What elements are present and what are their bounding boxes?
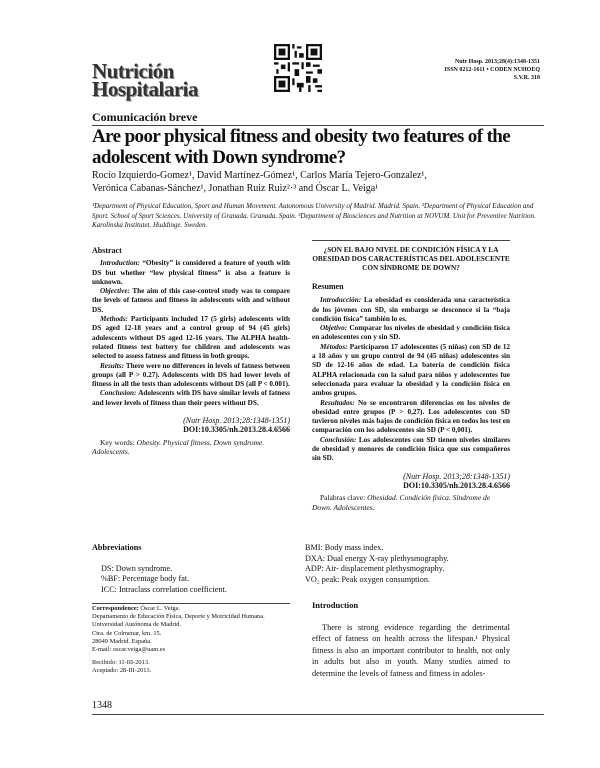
logo-line-2: Hospitalaria [92, 77, 199, 101]
abstract-results: Results: There were no differences in levels of fatness between groups (all P > 0.27). Adolescents with DS had lower levels of fitness in all the tests than adolescents without DS (all P < 0.001). [92, 361, 290, 389]
correspondence-line: Universidad Autónoma de Madrid. [92, 621, 182, 629]
resumen-methods: Métodos: Participaron 17 adolescentes (5 niñas) con SD de 12 a 18 años y un grupo control de 94 (45 niñas) adolescentes sin SD de 12-16 años de edad. La batería de condición física ALPHA relacionada con la salud para niños y adolescentes fue seleccionada para evaluar la obesidad y la condición física en ambos grupos. [312, 342, 511, 398]
authors [92, 170, 522, 195]
abstract-methods: Methods: Participants included 17 (5 girls) adolescents with DS aged 12-18 years and a control group of 94 (45 girls) adolescents without DS aged 12-16 years. The ALPHA health-related fitness test battery for children and adolescents was selected to assess fatness and fitness in both groups. [92, 315, 290, 361]
authors-line-2: Verónica Cabanas-Sánchez¹, Jonathan Ruiz Ruiz²·³ and Óscar L. Veiga¹ [92, 182, 379, 194]
abbreviations-heading: Abbreviations [92, 543, 142, 552]
correspondence-line: Ctra. de Colmenar, km. 15. [92, 629, 162, 637]
abstract-doi[interactable]: DOI:10.3305/nh.2013.28.4.6566 [183, 425, 290, 435]
abstract-keywords: Key words: Obesity. Physical fitness. Down syndrome. Adolescents. [92, 437, 265, 457]
abstract-heading: Abstract [92, 246, 122, 255]
resumen-keywords: Palabras clave: Obesidad. Condición física. Síndrome de Down. Adolescentes. [312, 493, 491, 512]
accepted-date: Aceptado: 28-III-2013. [92, 667, 152, 675]
introduction-text: There is strong evidence regarding the detrimental effect of fatness on health across the lifespan.¹ Physical fitness is also an important contributor to health, not only in adults but also in youth. Many studies aimed to determine the levels of fatness and fitness in adoles- [312, 623, 510, 678]
article-title: Are poor physical fitness and obesity two features of the adolescent with Down syndrome? [92, 126, 511, 168]
correspondence [92, 605, 290, 676]
section-label: Comunicación breve [92, 110, 198, 124]
correspondence-rule [92, 603, 290, 604]
citation-line-2: ISSN 0212-1611 • CODEN NUHOEQ [444, 67, 540, 73]
abbreviation-item: ADP: Air- displacement plethysmography. [305, 564, 445, 573]
correspondence-line: Departamento de Educación Física, Deporte y Motricidad Humana. [92, 613, 265, 621]
abbreviation-item: DS: Down syndrome. [101, 563, 173, 573]
abbreviation-item: VO₂ peak: Peak oxygen consumption. [305, 574, 430, 584]
abbreviation-item: ICC: Intraclass correlation coefficient. [101, 584, 227, 594]
journal-citation [440, 58, 540, 82]
correspondence-line: 28049 Madrid. España. [92, 637, 152, 645]
affiliations: ¹Department of Physical Education, Sport and Human Movement. Autonomous University of Madrid. Madrid. Spain. ²Department of Physical Education and Sport. School of Sport Sciences. University of Granada. Granada. Spain. ³Department of Biosciences and Nutrition at NOVUM. Unit for Preventive Nutrition. Karolinska Institutet. Huddinge. Sweden. [92, 202, 536, 229]
citation-line-3: S.V.R. 318 [513, 75, 540, 81]
abstract-objective: Objective: The aim of this case-control study was to compare the levels of fatness and fitness in adolescents with and without DS. [92, 287, 290, 314]
journal-logo [92, 59, 202, 101]
abstract-spanish [312, 240, 510, 512]
abstract-conclusion: Conclusion: Adolescents with DS have similar levels of fatness and lower levels of fitness than their peers without DS. [92, 389, 290, 407]
page-rule [92, 714, 544, 715]
resumen-results: Resultados: No se encontraron diferencias en los niveles de obesidad entre grupos (P > 0,27). Los adolescentes con SD tuvieron niveles más bajos de condición física en todos los test en comparación con los adolescentes sin SD (P < 0,001). [312, 398, 510, 435]
citation-line-1: Nutr Hosp. 2013;28(4):1348-1351 [454, 59, 540, 65]
abbreviation-item: %BF: Percentage body fat. [101, 574, 190, 583]
authors-line-1: Rocío Izquierdo-Gomez¹, David Martínez-Gómez¹, Carlos María Tejero-Gonzalez¹, [92, 170, 427, 181]
resumen-objective: Objetivo: Comparar los niveles de obesidad y condición física en adolescentes con y sin SD. [312, 324, 511, 342]
abbreviations-right [305, 543, 515, 585]
resumen-citation: (Nutr Hosp. 2013;28:1348-1351) [403, 471, 510, 481]
introduction-section [312, 600, 510, 679]
correspondence-name: Óscar L. Veiga. [140, 605, 180, 612]
qr-code-icon [274, 44, 322, 92]
abstract-citation: (Nutr Hosp. 2013;28:1348-1351) [183, 416, 290, 426]
resumen-doi[interactable]: DOI:10.3305/nh.2013.28.4.6566 [403, 480, 510, 490]
abbreviations-left [92, 543, 292, 595]
abstract-english [92, 246, 290, 457]
logo-line-1: Nutrición [92, 59, 174, 83]
resumen-heading: Resumen [312, 282, 344, 291]
spanish-title: ¿SON EL BAJO NIVEL DE CONDICIÓN FÍSICA Y LA OBESIDAD DOS CARACTERÍSTICAS DEL ADOLESCENTE CON SÍNDROME DE DOWN? [312, 246, 510, 272]
correspondence-label: Correspondence: [92, 605, 139, 612]
abstract-intro: Introduction: “Obesity” is considered a feature of youth with DS but whether “low physical fitness” is also a feature is unknown. [92, 259, 291, 286]
page-number: 1348 [92, 700, 112, 711]
abbreviation-item: BMI: Body mass index. [305, 543, 384, 552]
correspondence-email[interactable]: E-mail: oscar.veiga@uam.es [92, 646, 166, 654]
resumen-intro: Introducción: La obesidad es considerada una característica de los jóvenes con SD, sin embargo se desconoce si la “baja condición física” también lo es. [312, 296, 511, 323]
received-date: Recibido: 11-III-2013. [92, 659, 150, 667]
abbreviation-item: DXA: Dual energy X-ray plethysmography. [305, 553, 449, 563]
introduction-heading: Introduction [312, 600, 359, 610]
resumen-conclusion: Conclusión: Los adolescentes con SD tienen niveles similares de obesidad y menores de condición física que sus compañeros sin SD. [312, 435, 510, 463]
